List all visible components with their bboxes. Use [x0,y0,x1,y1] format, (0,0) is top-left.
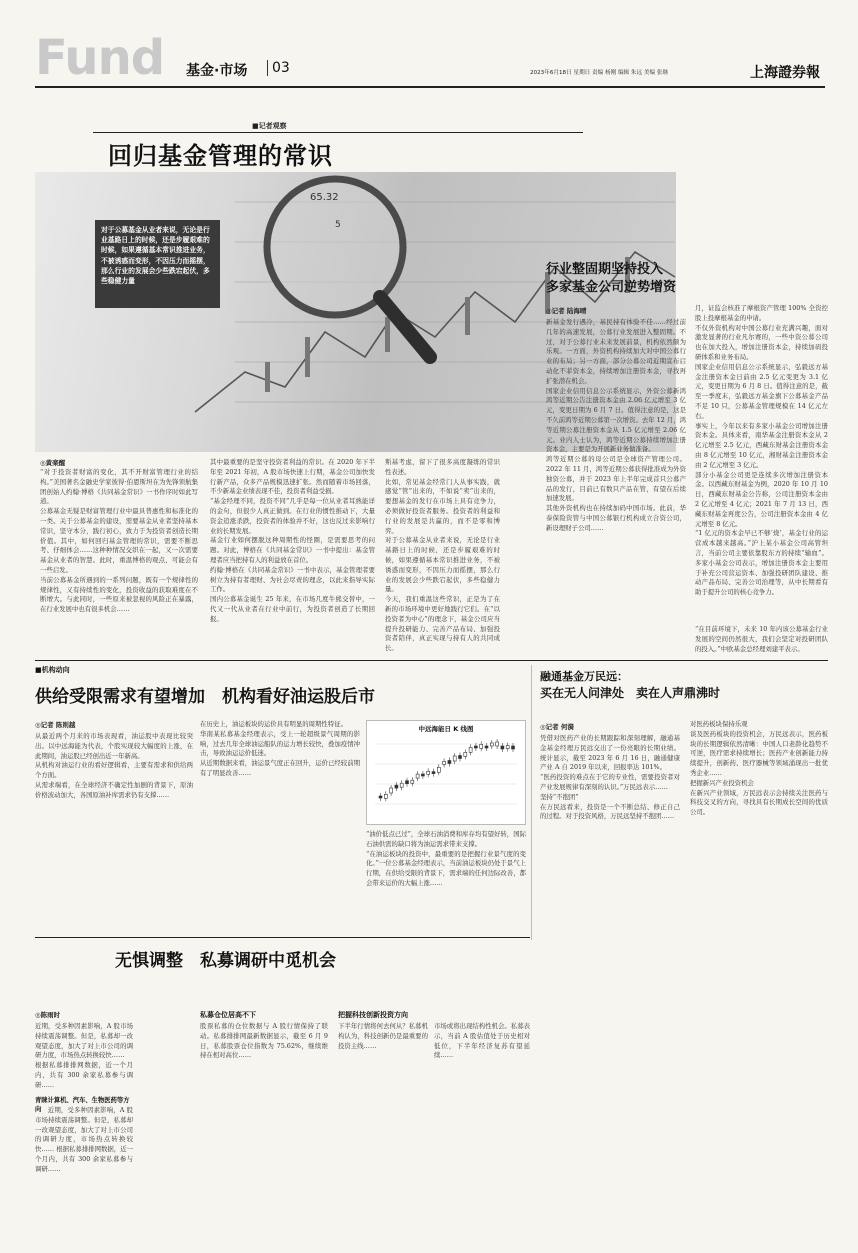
fund-voice-column-1: 凭借对医药产业的长期跟踪和深刻理解，融通基金基金经理万民远交出了一份亮眼的长期业绩。统计显示，截至 2023 年 6 月 16 日，融通健康产业 A 自 2019 年以来，回报率达 101%。 “医药投资的难点在于它的专业性，需要投资者对产业发展规律有深刻的认识。”万民远表示…… 坚持“不抱团” 在万民远看来，投资是一个不断总结、修正自己的过程。对于投资风格，万民远坚持不抱团…… [540,734,680,821]
private-fund-column-4: 市场或将出现结构性机会。私募表示，当前 A 股估值处于历史相对低位，下半年经济复苏有望延续…… [434,1022,530,1060]
candle-body [501,746,504,749]
kline-chart [366,720,526,825]
observer-title: 回归基金管理的常识 [108,141,333,170]
institution-title: 供给受限需求有望增加 机构看好油运股后市 [35,687,375,707]
observer-column-3: 斯基考虑，留下了很多高度凝练的常识性表述。 比如，常见基金经常门人从事实践，就感觉“管”出来的，不如说“卖”出来的，要想基金的发行在市场上具有竞争力，必须做好投资者服务。投资者的利益和行业的发展是共赢的，而不是零和博弈。 对于公募基金从业者来说，无论是行业基路日上的时候，还是步履艰难的时候，如果遵循基本常识推进业务，不被诱惑而变形，不因压力而摇摆，那么行业的发展会少些跌宕起伏，多些稳健力量。 今天，我们重温这些常识，正是为了在新的市场环境中更好地践行它们。在“以投资者为中心”的理念下，基金公司应当提升投研能力、完善产品布局、加强投资者陪伴，真正实现与持有人的共同成长。 [385,458,500,653]
institution-column-3: “油价低点已过”，全球石油消费和库存均有望好转，国际石油供需的缺口将为油运需求带来支撑。 “在油运板块的投资中，最重要的是把握行业景气度的变化。”一位公募基金经理表示，当前油运板块仍处于景气上行期，在供给受限的背景下，需求端的任何边际改善，都会带来运价的大幅上涨…… [366,830,526,887]
fund-voice-title-line1: 融通基金万民远： [540,670,628,683]
section-divider-2 [35,937,530,938]
chart-number-small: 5 [335,220,341,230]
candle-body [506,746,509,749]
candle-body [448,761,451,764]
dateline: 2023年6月18日 星期日 责编 杨刚 编辑 朱远 美编 张继 [530,70,669,76]
candle-body [464,752,467,756]
page-number: 03 [272,60,290,76]
candle-body [459,756,462,759]
right-top-column-1: 新基金发行遇冷，基民持有体验不佳……经过前几年的高速发展，公募行业发展进入整固期。不过，对于公募行业未来发展前景，机构依然颇为乐观。一方面，外资机构持续加大对中国公募行业的布局；另一方面，部分公募公司近期宣布启动化不菲资本金，持续增加注册资本金，寻找再扩张潜在机会。 国家企业信用信息公示系统显示，外资公募新鸿鸿等近期公告注册资本金由 2.06 亿元增至 3 亿元，变更日期为 6 月 7 日。值得注意的是，这是不久前鸿等近期公募第一次增资。去年 12 月，鸿等近期公募注册资本金从 1.5 亿元增至 2.06 亿元。业内人士认为，鸿等近期公募持续增加注册资本金，主要是为开展新业务做准备。 鸿等近期公募的母公司是全球资产管理公司。2022 年 11 月，鸿等近期公募获得批准成为外资独资公募，并于 2023 年上半年完成首只公募产品的发行，目前已有数只产品在管，有望在后续加速发展。 其他外资机构也在持续加码中国市场。此前，华泰保险资管与中国公募银行机构成立合资公司，新设理财子公司…… [546,318,687,532]
callout-box [95,220,220,308]
private-fund-column-2: 股票私募的仓位数据与 A 股行情保持了联动。私募排排网最新数据显示，截至 6 月 9 日，私募股票仓位指数为 75.62%，继续维持在相对高位…… [200,1022,328,1060]
callout-text: 对于公募基金从业者来说，无论是行业基路日上的时候，还是步履艰难的时候，如果遵循基本常识推进业务，不被诱惑而变形，不因压力而摇摆，那么行业的发展会少些跌宕起伏，多些稳健力量 [101,226,210,286]
observer-tag: ■记者观察 [252,122,287,130]
observer-title-rule [93,132,583,133]
candle-body [395,785,398,788]
candle-body [384,794,387,798]
private-fund-subhead-3: 把握科技创新投资方向 [338,1011,408,1019]
section-title: 基金·市场 [186,63,248,79]
chart-number-large: 65.32 [310,192,339,203]
section-divider-1 [35,660,828,661]
observer-byline: ◎黄楽醒 [40,459,66,467]
private-fund-column-3: 下半年行情将何去何从？私募机构认为，科技创新仍是最重要的投资主线…… [338,1022,428,1050]
private-fund-subhead-2: 私募仓位居高不下 [200,1011,256,1019]
right-top-byline: ◎记者 陆海晴 [546,307,587,315]
right-top-column-2: 月，证监会核准了摩根资产管理 100% 全资控股上投摩根基金的申请。 不仅外资机构对中国公募行业充满兴趣，面对激发显著的行业凡尔赛的，一些中资公募公司也在加大投入，增加注册资本金，持续加码投研体系和业务布局。 国家企业信用信息公示系统显示，弘毅远方基金注册资本金日前由 2.5 亿元变更为 3.1 亿元，变更日期为 6 月 8 日。值得注意的是，截至一季度末，弘毅远方基金旗下公募基金产品不足 10 只，公募基金管理规模在 14 亿元左右。 事实上，今年以来有多家小基金公司增加注册资本金。具体来看，南华基金注册资本金从 2 亿元增至 2.5 亿元，西藏东财基金注册资本金由 8 亿元增至 10 亿元，湘财基金注册资本金由 2 亿元增至 3 亿元。 部分小基金公司更是连续多次增加注册资本金。以西藏东财基金为例，2020 年 10 月 10 日，西藏东财基金公告称，公司注册资本金由 2 亿元增至 4 亿元；2021 年 7 月 13 日，西藏东财基金再度公告，公司注册资本金由 4 亿元增至 8 亿元。 “1 亿元的资本金早已不够‘烧’，基金行业的运营成本越来越高。”沪上某小基金公司高管坦言，当前公司主要依靠股东方的持续“输血”。多家小基金公司表示，增加注册资本金主要用于补充公司营运资本、加强投研团队建设、推动产品布局、完善公司治理等，从中长期看有助于提升公司的核心竞争力。 [695,304,828,597]
institution-column-2: 在历史上，油运板块的运价具有明显的周期性特征。 华南某私募基金经理表示，受上一轮超级景气周期的影响，过去几年全球油运船队的运力增长较快，叠加疫情冲击，导致油运运价低迷。 从近期数据来看，油运景气度正在回升，运价已经较前期有了明显改善…… [200,720,360,777]
candle-body [490,743,493,746]
section-divider [267,60,268,76]
fund-voice-title-line2: 买在无人问津处 卖在人声鼎沸时 [540,686,721,700]
institution-byline: ◎记者 陈则越 [35,721,76,729]
candle-body [496,742,499,746]
candle-body [416,774,419,778]
institution-tag: ■机构动向 [35,666,70,674]
candle-body [474,746,477,748]
candle-body [379,796,382,798]
candle-body [411,780,414,783]
right-top-title-line2: 多家基金公司逆势增资 [546,280,677,295]
right-top-title-line1: 行业整固期坚持投入 [546,262,664,277]
candle-body [512,746,515,749]
private-fund-column-1b [35,1106,133,1236]
kline-candles [367,734,525,824]
newspaper-name: 上海證券報 [750,65,820,81]
candle-body [469,747,472,752]
candle-body [480,744,483,748]
observer-column-1: “对于投资者财富的变化，其不开财富管理行业的结构。”美国著名金融史学家彼得·伯恩斯坦在为先锋领航集团创始人约翰·博格《共同基金常识》一书作序时如此写道。 公募基金无疑是财富管理行业中最具普惠性和标准化的一类。关于公募基金的建设，需要基金从业者坚持基本常识，坚守本分，践行初心，致力于为投资者创造长期价值。其中，如何回归基金管理的常识，需要不断思考、仔细体会……这种种情况交织在一起，又一次需要基金从业者的智慧。此时，重温博格的观点，可能会有一些启发。 当前公募基金所遇到的一系列问题，既有一个规律性的规律性，又有持续性的变化，投资收益的获取难度在不断增大。与此同时，一些原来被忽视的风险正在暴露，在行业发展中也有很多机会…… [40,468,198,614]
right-top-column-3: “在目前环境下，未来 10 年内该公募基金行业发展的空间仍然很大，我们会坚定对投研团队的投入。”中欧基金总经理刘建平表示。 [695,625,828,653]
masthead [0,0,858,95]
candle-body [453,756,456,761]
candle-body [432,772,435,774]
candle-body [443,761,446,764]
candle-body [437,767,440,772]
private-fund-byline: ◎陈雨时 [35,1011,61,1019]
fund-voice-column-2: 对医药板块保持乐观 谈及医药板块的投资机会，万民远表示，医药板块的长期逻辑依然清晰：中国人口老龄化趋势不可逆，医疗需求持续增长；医药产业创新能力持续提升，创新药、医疗器械等领域涌现出一批优秀企业…… 把握新兴产业投资机会 在新兴产业领域，万民远表示会持续关注医药与科技交叉的方向，寻找具有长期成长空间的优质公司。 [690,720,828,817]
institution-column-1: 从最近两个月来的市场表现看，油运股中表现比较突出。以中远海能为代表，个股实现较大幅度的上涨，在此期间，油运股已经创出近一年新高。 从机构对油运行业的看好逻辑看，主要有需求和供给两个方面。 从需求端看，在全球经济不确定性加剧的背景下，原油价格波动加大，各国原油补库需求仍有支撑…… [35,732,193,799]
candle-body [400,783,403,787]
candle-body [390,788,393,793]
private-fund-subhead-1: 青睐计算机、汽车、生物医药等方向 [35,1097,130,1113]
kline-chart-title: 中远海能日 K 线图 [418,725,474,733]
private-fund-title: 无惧调整 私募调研中觅机会 [115,951,336,971]
observer-column-2: 其中最重要的是坚守投资者利益的常识。在 2020 年下半年至 2021 年初，A 股市场快速上行期，基金公司加快发行新产品，众多产品规模迅速扩张。然而随着市场回落，不少新基金业绩表现不佳，投资者利益受损。 “基金经理不同，投资不同”几乎是每一位从业者耳熟能详的金句，但很少人真正做到。在行业的惯性推动下，大量资金追涨杀跌，投资者的体验并不好，这也反过来影响行业的长期发展。 基金行业如何摆脱这种周期性的怪圈，是需要思考的问题。对此，博格在《共同基金常识》一书中提出：基金管理者应当把持有人的利益放在首位。 约翰·博格在《共同基金常识》一书中表示，基金管理者要树立为持有者理财、为社会尽责的理念，以此来指导实际工作。 国内公募基金诞生 25 年来，在市场几度牛熊交替中，一代又一代从业者在行业中前行，为投资者创造了长期回报。 [210,458,375,623]
candle-body [485,746,488,748]
column-divider [531,665,532,940]
candle-body [421,774,424,776]
candle-body [427,771,430,774]
candle-body [406,781,409,784]
fund-voice-byline: ◎记者 何漪 [540,723,574,731]
private-fund-column-1: 近期，受多种因素影响，A 股市场持续震荡调整。但是，私募却一改观望态度，加大了对上市公司的调研力度，市场热点转换较快…… 根据私募排排网数据，近一个月内，共有 300 余家私募参与调研…… [35,1022,133,1089]
masthead-rule [35,86,825,88]
fund-logo: Fund [35,30,165,86]
private-fund-col1-extra: 近期，受多种因素影响，A 股市场持续震荡调整。但是，私募却一改观望态度，加大了对上市公司的调研力度，市场热点转换较快…… 根据私募排排网数据，近一个月内，共有 300 余家私募参与调研…… [35,1106,133,1173]
